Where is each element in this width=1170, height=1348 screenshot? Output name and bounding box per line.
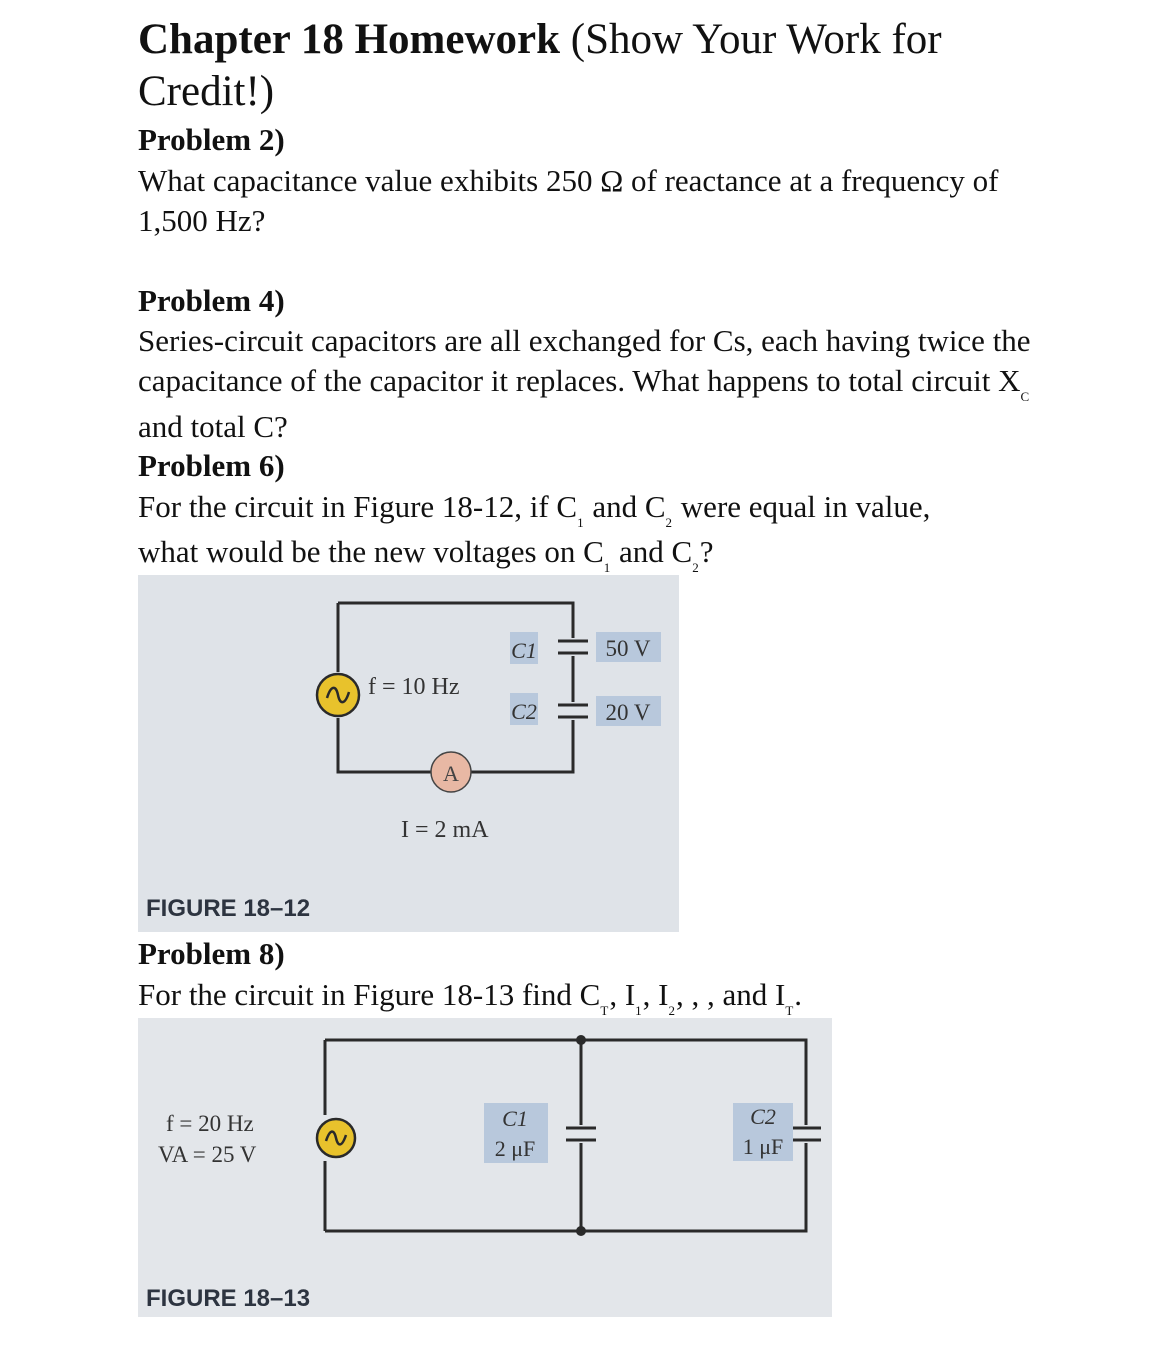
p8-c: , I xyxy=(642,977,669,1012)
current-label: I = 2 mA xyxy=(401,817,489,843)
p6-l2-sub2: 2 xyxy=(692,560,699,575)
p8-a: For the circuit in Figure 18-13 find C xyxy=(138,977,601,1012)
junction-bottom xyxy=(576,1226,586,1236)
junction-top xyxy=(576,1035,586,1045)
problem-4-text xyxy=(138,321,1038,447)
p8-sub-2: 2 xyxy=(668,1003,675,1018)
problem-4-text-a: Series-circuit capacitors are all exchanged for Cs, each having twice the capacitance of the capacitor it replaces. What happens to total circuit X xyxy=(138,323,1031,398)
photo-background xyxy=(138,1018,832,1317)
p8-sub-1: 1 xyxy=(635,1003,642,1018)
p8-sub-t2: T xyxy=(785,1003,794,1018)
p6-l1-sub1: 1 xyxy=(577,515,584,530)
c1-value: 2 μF xyxy=(494,1136,536,1161)
title-rest: (Show Your Work for Credit!) xyxy=(138,16,942,115)
problem-8-heading: Problem 8) xyxy=(138,936,285,971)
v1-label: 50 V xyxy=(605,636,651,661)
problem-6-line-1 xyxy=(138,487,1038,533)
ammeter-label: A xyxy=(443,761,459,786)
figure-18-12-photo xyxy=(138,575,679,932)
p8-b: , I xyxy=(609,977,636,1012)
p6-l1-a: For the circuit in Figure 18-12, if C xyxy=(138,489,578,524)
figure-caption: FIGURE 18–12 xyxy=(146,895,311,922)
problem-4-sub-c: C xyxy=(1020,389,1030,404)
p6-l1-b: and C xyxy=(584,489,666,524)
p6-l1-c: were equal in value, xyxy=(673,489,931,524)
problem-4-heading: Problem 4) xyxy=(138,283,285,318)
p8-d: , , , and I xyxy=(675,977,786,1012)
problem-6-heading: Problem 6) xyxy=(138,448,285,483)
p8-sub-t: T xyxy=(600,1003,609,1018)
problem-4-text-b: and total C? xyxy=(138,409,288,444)
p6-l2-c: ? xyxy=(699,534,714,569)
p8-e: . xyxy=(794,977,803,1012)
c2-label: C2 xyxy=(511,699,537,724)
frequency-label: f = 10 Hz xyxy=(368,674,460,700)
problem-6-line-2 xyxy=(138,532,1038,578)
c2-label: C2 xyxy=(750,1104,776,1129)
c1-label: C1 xyxy=(502,1106,528,1131)
figure-18-12 xyxy=(138,575,679,932)
p6-l1-sub2: 2 xyxy=(665,515,673,530)
problem-2-heading: Problem 2) xyxy=(138,122,285,157)
c2-value: 1 μF xyxy=(742,1134,784,1159)
page-title xyxy=(138,14,1038,118)
problem-2-text: What capacitance value exhibits 250 Ω of reactance at a frequency of 1,500 Hz? xyxy=(138,163,999,238)
figure-18-13 xyxy=(138,1018,832,1317)
c1-label: C1 xyxy=(511,638,537,663)
problem-8-text xyxy=(138,975,1038,1021)
p6-l2-b: and C xyxy=(611,534,693,569)
p6-l2-sub1: 1 xyxy=(603,560,611,575)
v2-label: 20 V xyxy=(605,700,651,725)
title-bold: Chapter 18 Homework xyxy=(138,16,561,63)
figure-caption: FIGURE 18–13 xyxy=(146,1285,311,1312)
photo-background xyxy=(138,575,679,932)
p6-l2-a: what would be the new voltages on C xyxy=(138,534,604,569)
figure-18-13-photo xyxy=(138,1018,832,1317)
voltage-label: VA = 25 V xyxy=(158,1142,257,1167)
frequency-label: f = 20 Hz xyxy=(166,1111,254,1136)
